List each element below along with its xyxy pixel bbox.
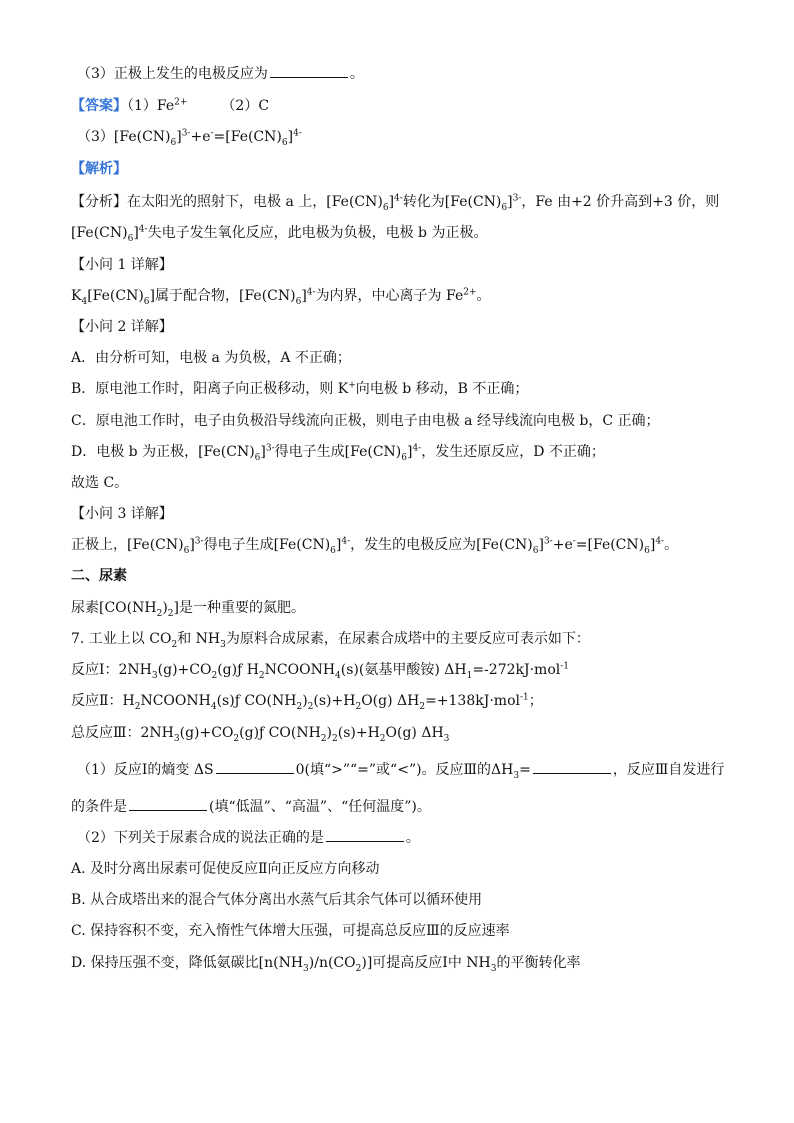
text: 3 <box>151 670 158 681</box>
text: 2 <box>355 963 362 974</box>
text: 2 <box>320 733 327 744</box>
text: 4- <box>138 224 148 235</box>
text: 反应Ⅱ：H <box>71 693 135 709</box>
text: 6 <box>295 296 302 307</box>
text: ，发生还原反应，D 不正确； <box>421 444 605 460</box>
text: 【小问 1 详解】 <box>71 257 173 273</box>
text: 2 <box>332 733 338 744</box>
option-d <box>71 442 754 462</box>
text: +e <box>190 129 211 145</box>
text: -1 <box>560 661 570 672</box>
text: 。 <box>405 830 420 846</box>
text: ] <box>133 225 139 241</box>
reaction-3 <box>71 723 754 743</box>
text: [Fe(CN) <box>87 288 144 304</box>
text: ] <box>406 444 413 460</box>
text: ] <box>301 288 307 304</box>
text: 得电子生成[Fe(CN) <box>274 444 402 460</box>
text: 2 <box>167 608 174 619</box>
text: 反应Ⅰ：2NH <box>71 662 152 678</box>
urea-intro <box>71 598 754 618</box>
text: 2 <box>134 701 141 712</box>
text: 为内界，中心离子为 Fe <box>315 288 464 304</box>
text: - <box>210 128 214 139</box>
text: 2+ <box>463 287 477 298</box>
text: (s)+H <box>337 725 380 741</box>
reaction-1 <box>71 660 754 680</box>
text: 6 <box>501 202 508 213</box>
text: (g)+CO <box>157 662 212 678</box>
choice-a <box>71 859 754 879</box>
option-c <box>71 411 754 431</box>
text: B. 从合成塔出来的混合气体分离出水蒸气后其余气体可以循环使用 <box>71 892 483 908</box>
condition-blank <box>129 797 207 811</box>
text: ，发生的电极反应为[Fe(CN) <box>350 537 533 553</box>
choice-c <box>71 921 754 941</box>
text: 2 <box>355 701 362 712</box>
text: （1）反应Ⅰ的熵变 ΔS <box>77 762 214 778</box>
text: ] <box>189 537 195 553</box>
text: D．电极 b 为正极，[Fe(CN) <box>71 444 255 460</box>
text: 的平衡转化率 <box>496 955 581 971</box>
text: + <box>348 380 356 391</box>
text: 2 <box>379 733 386 744</box>
text: 和 NH <box>177 631 221 647</box>
choice-blank <box>326 828 404 842</box>
text: (s)ƒ CO(NH <box>216 693 297 709</box>
text: 2 <box>171 639 178 650</box>
text: 6 <box>382 202 389 213</box>
text: （2）下列关于尿素合成的说法正确的是 <box>77 830 324 846</box>
text: 2 <box>233 733 240 744</box>
text: 6 <box>170 137 177 148</box>
text: = <box>519 762 531 778</box>
answer-line <box>71 96 754 116</box>
text: 6 <box>127 233 134 244</box>
text: (填“低温”、“高温”、“任何温度”)。 <box>209 799 431 815</box>
text: 2 <box>156 608 163 619</box>
text: 3- <box>543 536 553 547</box>
text: 尿素[CO(NH <box>71 600 157 616</box>
text: 的条件是 <box>71 799 127 815</box>
text: 4- <box>341 536 351 547</box>
text: [Fe(CN) <box>71 225 128 241</box>
text: 1 <box>466 670 473 681</box>
text: 4- <box>655 536 665 547</box>
text: 总反应Ⅲ：2NH <box>71 725 174 741</box>
question-7-stem <box>71 629 754 649</box>
text: 2+ <box>174 97 188 108</box>
sub3-heading <box>71 504 754 524</box>
text: ]属于配合物，[Fe(CN) <box>149 288 296 304</box>
sub2-heading <box>71 317 754 337</box>
text: C．原电池工作时，电子由负极沿导线流向正极，则电子由电极 a 经导线流向电极 b，C 正确； <box>71 413 660 429</box>
text: 4- <box>412 443 422 454</box>
text: 2 <box>419 701 426 712</box>
text: ] <box>538 537 544 553</box>
text: 2 <box>211 670 218 681</box>
text: 二、尿素 <box>71 568 127 584</box>
text: ] <box>507 194 513 210</box>
text: 4 <box>335 670 341 681</box>
text: O(g) ΔH <box>361 693 420 709</box>
text: 3 <box>490 963 497 974</box>
text: A．由分析可知，电极 a 为负极，A 不正确； <box>71 350 351 366</box>
text: ] <box>287 129 294 145</box>
sub1-line <box>71 286 754 306</box>
analysis-tag-line <box>71 159 754 179</box>
text: B．原电池工作时，阳离子向正极移动，则 K <box>71 381 349 397</box>
text: 2 <box>296 701 303 712</box>
text: 3 <box>220 639 226 650</box>
text: 2 <box>307 701 314 712</box>
text: 6 <box>644 545 650 556</box>
text: 2 <box>258 670 265 681</box>
text: =-272kJ·mol <box>472 662 561 678</box>
text: ) <box>326 725 332 741</box>
answer-tag: 【答案】 <box>71 98 127 114</box>
text: O(g) ΔH <box>385 725 444 741</box>
text: 失电子发生氧化反应，此电极为负极，电极 b 为正极。 <box>147 225 488 241</box>
text: )]可提高反应Ⅰ中 NH <box>361 955 491 971</box>
text: 4- <box>293 128 302 139</box>
text: A. 及时分离出尿素可促使反应Ⅱ向正反应方向移动 <box>71 861 380 877</box>
answer-blank <box>270 64 348 78</box>
text: 。 <box>664 537 679 553</box>
text: 3- <box>194 536 204 547</box>
text: ] <box>649 537 656 553</box>
text: 6 <box>254 452 261 463</box>
reaction-2 <box>71 691 754 711</box>
text: 6 <box>281 137 288 148</box>
text: 【小问 2 详解】 <box>71 319 173 335</box>
analysis-tag: 【解析】 <box>71 161 127 177</box>
text: (g)ƒ CO(NH <box>239 725 321 741</box>
text: 【小问 3 详解】 <box>71 506 173 522</box>
choice-d <box>71 953 754 973</box>
question-3-line <box>77 64 754 84</box>
text: 转化为[Fe(CN) <box>402 194 502 210</box>
text: NCOONH <box>140 693 211 709</box>
text: -1 <box>519 692 529 703</box>
text: =[Fe(CN) <box>213 129 282 145</box>
text: 6 <box>143 296 150 307</box>
text: ] <box>388 194 395 210</box>
text: 4- <box>306 287 316 298</box>
text: =[Fe(CN) <box>575 537 645 553</box>
text: ，反应Ⅲ自发进行 <box>612 762 725 778</box>
text: ，Fe 由+2 价升高到+3 价，则 <box>521 194 720 210</box>
text: 3 <box>443 733 450 744</box>
text: =+138kJ·mol <box>425 693 520 709</box>
question-1 <box>77 760 754 780</box>
question-1-cont <box>71 797 754 817</box>
text: 7. 工业上以 CO <box>71 631 172 647</box>
sub1-heading <box>71 255 754 275</box>
text: C. 保持容积不变，充入惰性气体增大压强，可提高总反应Ⅲ的反应速率 <box>71 923 510 939</box>
fenxi-line-2 <box>71 223 754 243</box>
text: 4- <box>394 193 403 204</box>
text: 6 <box>401 452 407 463</box>
answer-3-line <box>77 127 754 147</box>
text: 故选 C。 <box>71 475 129 491</box>
text: (s)+H <box>313 693 356 709</box>
text: (g)+CO <box>179 725 234 741</box>
text: ) <box>302 693 308 709</box>
text: 3 <box>513 770 520 781</box>
text: 6 <box>330 545 336 556</box>
text: 3- <box>512 193 522 204</box>
option-b <box>71 379 754 399</box>
text: ] <box>335 537 342 553</box>
text: （3）正极上发生的电极反应为 <box>77 66 268 82</box>
text: ] <box>260 444 266 460</box>
text: 3 <box>173 733 180 744</box>
text: - <box>572 536 576 547</box>
text: ； <box>528 693 543 709</box>
text: 4 <box>210 701 217 712</box>
choose-line <box>71 473 754 493</box>
text: (g)ƒ H <box>217 662 259 678</box>
text: +e <box>552 537 573 553</box>
text: 【分析】在太阳光的照射下，电极 a 上，[Fe(CN) <box>71 194 383 210</box>
text: ]是一种重要的氮肥。 <box>173 600 305 616</box>
text: （2）C <box>221 98 270 114</box>
text: （1）Fe <box>127 98 175 114</box>
text: 得电子生成[Fe(CN) <box>203 537 331 553</box>
enthalpy-blank <box>533 760 611 774</box>
text: )/n(CO <box>308 955 356 971</box>
question-2 <box>77 828 754 848</box>
text: 3- <box>265 443 275 454</box>
text: 6 <box>532 545 539 556</box>
option-a <box>71 348 754 368</box>
text: K <box>71 288 82 304</box>
section-heading <box>71 566 754 586</box>
fenxi-line-1 <box>71 192 754 212</box>
text: (s)(氨基甲酸铵) ΔH <box>340 662 467 678</box>
text: ) <box>162 600 168 616</box>
text: 0(填“>”“=”或“<”)。反应Ⅲ的ΔH <box>295 762 514 778</box>
text: 3- <box>181 128 191 139</box>
text: NCOONH <box>264 662 336 678</box>
text: 6 <box>183 545 190 556</box>
text: 向电极 b 移动，B 不正确； <box>355 381 529 397</box>
sub3-line <box>71 535 754 555</box>
text: 4 <box>81 296 88 307</box>
text: ] <box>176 129 182 145</box>
text: 。 <box>476 288 491 304</box>
entropy-blank <box>216 760 294 774</box>
text: 为原料合成尿素，在尿素合成塔中的主要反应可表示如下： <box>225 631 590 647</box>
choice-b <box>71 890 754 910</box>
text: （3）[Fe(CN) <box>77 129 171 145</box>
text: 。 <box>349 66 364 82</box>
text: 正极上，[Fe(CN) <box>71 537 184 553</box>
text: 3 <box>303 963 309 974</box>
text: D. 保持压强不变，降低氨碳比[n(NH <box>71 955 304 971</box>
